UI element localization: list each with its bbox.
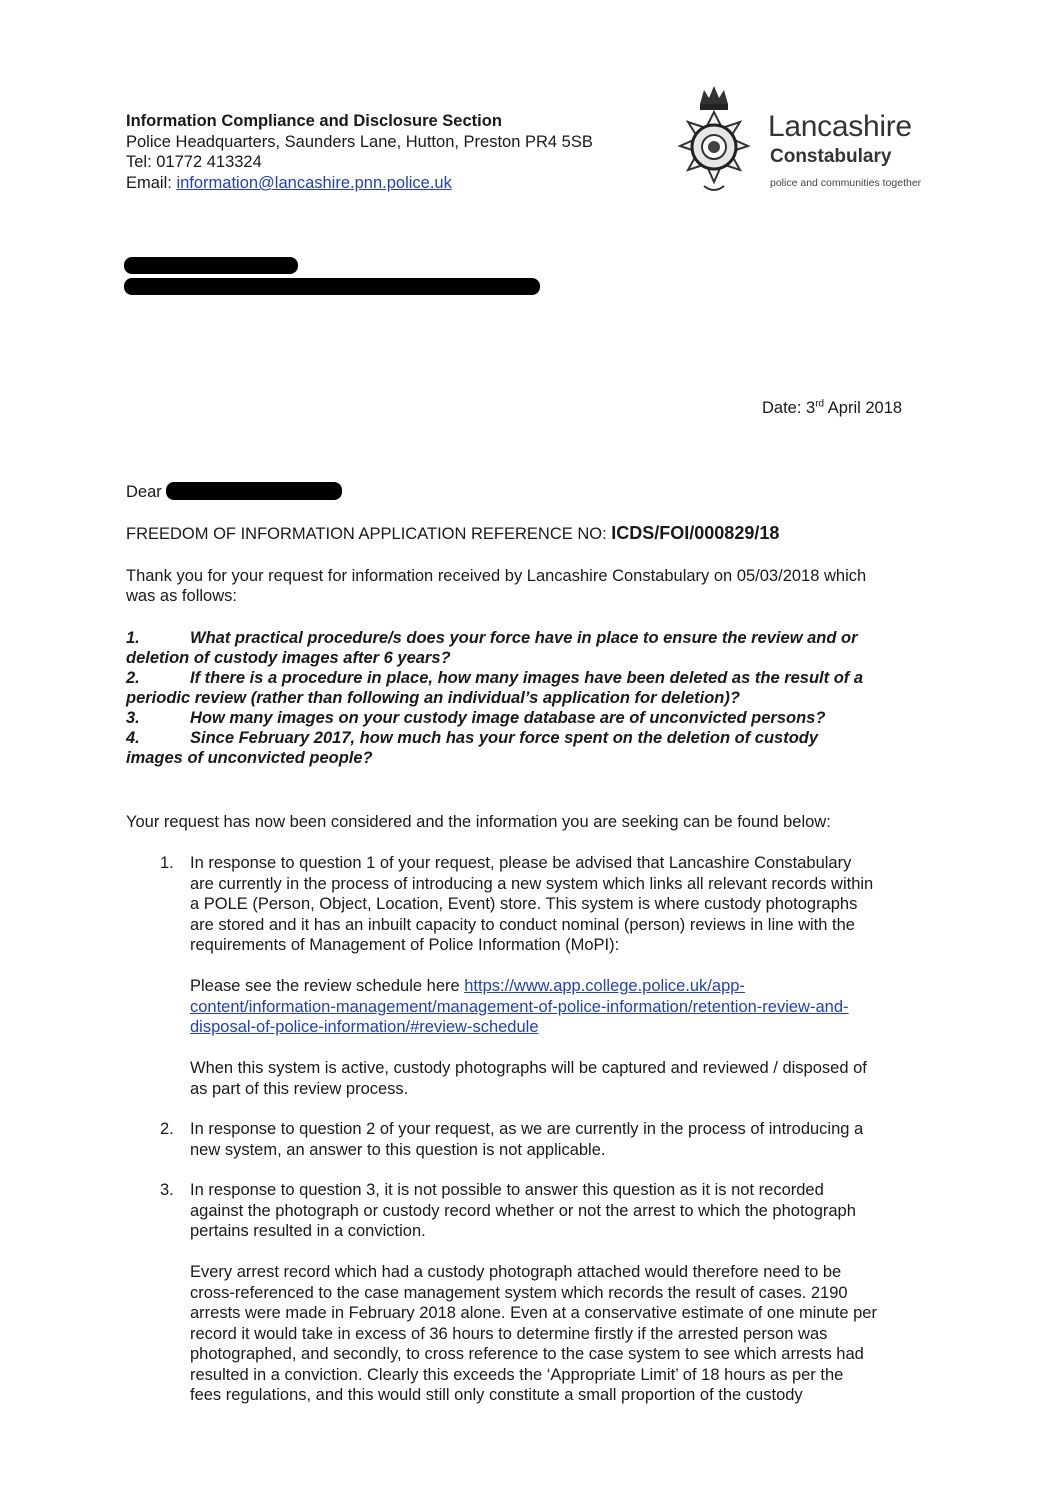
answer-3-number: 3. [160,1181,174,1199]
review-schedule-prefix: Please see the review schedule here [190,977,465,995]
review-schedule-link[interactable]: content/information-management/management-of-police-information/retention-review-and- [190,997,849,1016]
question-text-continued: images of unconvicted people? [126,749,373,767]
answer-line: Every arrest record which had a custody photograph attached would therefore need to be [190,1263,842,1281]
answer-1-number: 1. [160,854,174,872]
intro-line: Thank you for your request for information received by Lancashire Constabulary on 05/03/2018 which [126,567,867,585]
answer-line: as part of this review process. [190,1079,409,1098]
answer-line: a POLE (Person, Object, Location, Event) store. This system is where custody photographs [190,895,858,913]
reference-line [126,523,779,544]
question-number: 2. [126,669,140,687]
question-number: 3. [126,709,140,727]
review-schedule-link[interactable]: https://www.app.college.police.uk/app- [464,977,745,995]
question-text: How many images on your custody image database are of unconvicted persons? [190,709,826,727]
date-suffix: rd [815,398,825,410]
date-prefix: Date: 3 [762,399,816,417]
response-intro: Your request has now been considered and the information you are seeking can be found below: [126,813,831,831]
reference-label: FREEDOM OF INFORMATION APPLICATION REFERENCE NO: [126,525,612,543]
answer-line: new system, an answer to this question is not applicable. [190,1140,606,1159]
date-rest: April 2018 [824,399,903,417]
review-schedule-link[interactable]: disposal-of-police-information/#review-schedule [190,1018,539,1036]
redacted-recipient-name [124,257,298,274]
email-label: Email: [126,174,177,192]
answer-line: resulted in a conviction. Clearly this exceeds the ‘Appropriate Limit’ of 18 hours as per the [190,1365,844,1384]
answer-line: In response to question 1 of your request, please be advised that Lancashire Constabulary [190,854,852,872]
system-active-paragraph [190,1058,930,1099]
answer-3-text [190,1180,930,1242]
crest-icon [664,82,764,202]
answer-line: photographed, and secondly, to cross reference to the case system to see which arrests had [190,1345,864,1363]
telephone: Tel: 01772 413324 [126,153,262,171]
answer-line: cross-referenced to the case management system which records the result of cases. 2190 [190,1283,848,1302]
section-title: Information Compliance and Disclosure Section [126,112,502,130]
answer-line: fees regulations, and this would still only constitute a small proportion of the custody [190,1386,803,1404]
answer-2-number: 2. [160,1120,174,1138]
answer-2-text [190,1119,930,1160]
answer-line: pertains resulted in a conviction. [190,1222,426,1240]
answer-line: arrests were made in February 2018 alone. Even at a conservative estimate of one minute per [190,1304,877,1322]
review-schedule-paragraph [190,976,930,1038]
question-number: 4. [126,729,140,747]
salutation: Dear [126,483,162,501]
question-text: Since February 2017, how much has your force spent on the deletion of custody [190,729,819,747]
answer-line: record it would take in excess of 36 hours to determine firstly if the arrested person was [190,1324,828,1343]
question-text-continued: periodic review (rather than following an individual’s application for deletion)? [126,689,740,707]
question-2 [126,668,863,688]
answer-line: against the photograph or custody record whether or not the arrest to which the photograph [190,1201,856,1220]
email-line [126,173,452,193]
logo-name-line1: Lancashire [768,110,912,143]
answer-line: are stored and it has an inbuilt capacity to conduct nominal (person) reviews in line with the [190,915,855,934]
answer-1-text [190,853,930,956]
question-text-continued: deletion of custody images after 6 years? [126,649,451,667]
redacted-recipient-address [124,278,540,295]
question-number: 1. [126,629,140,647]
intro-line: was as follows: [126,587,237,605]
answer-line: When this system is active, custody photographs will be captured and reviewed / disposed of [190,1059,867,1077]
question-text: What practical procedure/s does your force have in place to ensure the review and or [190,629,858,647]
address: Police Headquarters, Saunders Lane, Hutton, Preston PR4 5SB [126,133,593,151]
answer-line: In response to question 3, it is not possible to answer this question as it is not recorded [190,1181,824,1199]
redacted-salutation-name [166,482,342,500]
reference-number: ICDS/FOI/000829/18 [611,523,780,543]
logo-name-line2: Constabulary [770,146,892,167]
question-4 [126,728,863,748]
arrest-record-paragraph [190,1262,930,1406]
question-3 [126,708,863,728]
answer-line: are currently in the process of introducing a new system which links all relevant records within [190,874,874,893]
question-list [126,628,863,768]
constabulary-logo [664,82,944,202]
answer-line: In response to question 2 of your request, as we are currently in the process of introducing a [190,1120,864,1138]
logo-tagline: police and communities together [770,177,922,189]
letter-date [762,398,902,418]
question-1 [126,628,863,648]
question-text: If there is a procedure in place, how many images have been deleted as the result of a [190,669,864,687]
intro-paragraph [126,566,866,606]
answer-line: requirements of Management of Police Information (MoPI): [190,936,620,954]
email-link[interactable]: information@lancashire.pnn.police.uk [176,174,452,192]
